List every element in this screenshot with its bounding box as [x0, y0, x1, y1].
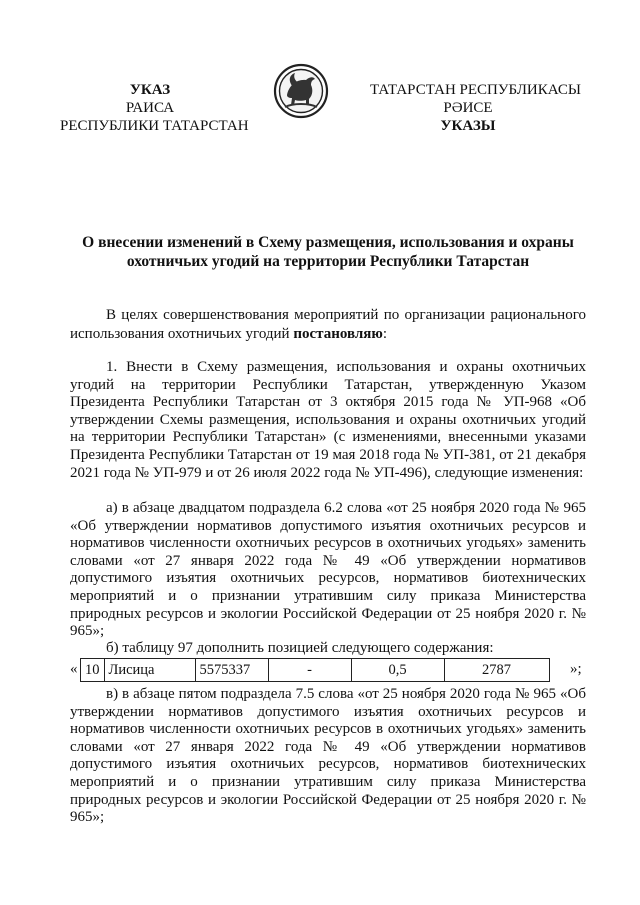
preamble-tail: :: [382, 326, 388, 342]
header-right-line-3: УКАЗЫ: [440, 118, 496, 134]
tatarstan-coat-of-arms-icon: [273, 63, 329, 119]
preamble-bold: постановляю: [293, 326, 383, 342]
header-right-line-1: ТАТАРСТАН РЕСПУБЛИКАСЫ: [370, 82, 581, 98]
item-b: б) таблицу 97 дополнить позицией следующего содержания:: [106, 640, 494, 656]
preamble: [70, 306, 586, 344]
table-open-quote: «: [70, 661, 78, 677]
item-a: а) в абзаце двадцатом подраздела 6.2 слова «от 25 ноября 2020 года № 965 «Об утверждении нормативов допустимого изъятия охотничьих ресурсов и нормативов численности охотничьих ресурсов в охотничьих угодьях» заменить словами «от 27 января 2022 года № 49 «Об утверждении нормативов допустимого изъятия охотничьих ресурсов, нормативов биотехнических мероприятий и о признании утратившим силу приказа Министерства природных ресурсов и экологии Российской Федерации от 25 ноября 2020 г. № 965»;: [70, 500, 586, 640]
header-left-line-1: УКАЗ: [129, 82, 171, 98]
table-cell-dash: -: [268, 659, 351, 682]
header-left: [60, 81, 249, 135]
title-line-1: О внесении изменений в Схему размещения, использования и охраны: [82, 234, 574, 251]
header-right-line-2: РӘИСЕ: [443, 100, 493, 116]
preamble-text: В целях совершенствования мероприятий по организации рационального использования охотничьих угодий: [70, 307, 586, 342]
item-v: в) в абзаце пятом подраздела 7.5 слова «от 25 ноября 2020 года № 965 «Об утверждении нормативов допустимого изъятия охотничьих ресурсов и нормативов численности охотничьих ресурсов в охотничьих угодьях» заменить словами «от 27 января 2022 года № 49 «Об утверждении нормативов допустимого изъятия охотничьих ресурсов, нормативов биотехнических мероприятий и о признании утратившим силу приказа Министерства природных ресурсов и экологии Российской Федерации от 25 ноября 2020 г. № 965»;: [70, 686, 586, 826]
table-97-row: [80, 658, 550, 682]
table-cell-count: 2787: [444, 659, 549, 682]
table-cell-density: 0,5: [351, 659, 444, 682]
header-left-line-2: РАИСА: [125, 100, 175, 116]
header-right: [370, 81, 581, 135]
table-close-quote: »;: [570, 661, 582, 677]
table-cell-area: 5575337: [195, 659, 268, 682]
table-cell-species: Лисица: [104, 659, 195, 682]
header-left-line-3: РЕСПУБЛИКИ ТАТАРСТАН: [60, 118, 249, 134]
document-title: [70, 233, 586, 271]
title-line-2: охотничьих угодий на территории Республики Татарстан: [126, 253, 530, 270]
table-cell-number: 10: [81, 659, 105, 682]
table-row: [81, 659, 550, 682]
item-1: 1. Внести в Схему размещения, использования и охраны охотничьих угодий на территории Республики Татарстан, утвержденную Указом Президента Республики Татарстан от 3 октября 2015 года № УП-968 «Об утверждении Схемы размещения, использования и охраны охотничьих угодий на территории Республики Татарстан» (с изменениями, внесенными указами Президента Республики Татарстан от 19 мая 2018 года № УП-381, от 21 декабря 2021 года № УП-979 и от 26 июля 2022 года № УП-496), следующие изменения:: [70, 359, 586, 481]
